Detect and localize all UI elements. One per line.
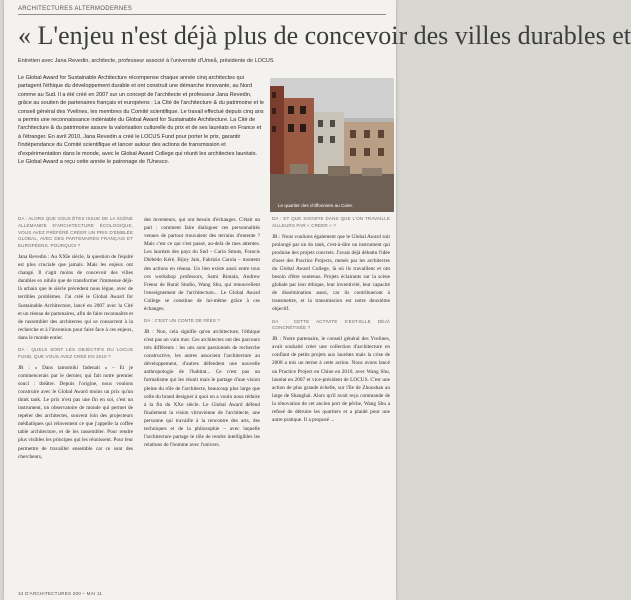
intro-paragraph: Le Global Award for Sustainable Architecture récompense chaque année cinq architectes qui partagent l'éthique du développement durable et ont construit une démarche innovante, au Nord comme au Sud. Il a été créé en 2007 sur un concept de l'architecte et professeur Jana Revedin, grâce au soutien de partenaires français et européens : La Cité de l'architecture & du patrimoine et le conseil général des Yvelines, les membres du Comité scientifique. Le travail effectué depuis cinq ans a permis une reconnaissance indéniable du Global Award for Sustainable Architecture. La Cité de l'architecture & du patrimoine assure la valorisation culturelle du prix et de ses lauréats en France et à l'étranger. En avril 2010, Jana Revedin a créé le LOCUS Fund pour porter le prix, garantir l'indépendance du Comité scientifique et lancer autour des actions de transmission et d'expérimentation dans le monde, avec le Global Award College qui réunit les architectes lauréats. Le Global Award a reçu cette année le patronage de l'Unesco. [18, 75, 264, 166]
buildings-image [270, 78, 394, 212]
section-label: ARCHITECTURES ALTERMODERNES [18, 6, 133, 12]
question-3: DA : C'EST UN CONTE DE FÉES ? [144, 318, 220, 324]
photo-caption: Le quartier des chiffonniers au Caire. [278, 203, 354, 208]
page-footer: 34 D'ARCHITECTURES 200 – MAI 11 [18, 591, 103, 596]
header-rule [18, 14, 386, 15]
answer-5: JR : Notre partenaire, le conseil général des Yvelines, avait souhaité créer une collection d'architecture en confiant de petits projets aux lauréats mais la crise de 2008 a mis un terme à cette action. Nous avons lancé un Practice Project en Chine en 2010, avec Wang Shu, lauréat en 2007 et vice-président de LOCUS. C'est une action de plus grande échelle, sur l'île de Zhoushan au large de Shanghai. Alors qu'il avait reçu commande de la rénovation de cet ancien port de pêche, Wang Shu a refusé de détruire les quartiers et a plaidé pour une autre pratique. Il a proposé ... [272, 336, 390, 424]
answer-3: JR : Non, cela signifie qu'en architecture, l'éthique n'est pas un vain mot. Ces architectes ont des parcours très différents : les uns sont passionnés de recherche constructive, les autres associent l'architecture au développement, d'autres défendent une nouvelle anthropologie de l'habitat... Ce n'est pas un formalisme qui les réunit mais le partage d'une vision pleine du rôle de l'architecte, beaucoup plus large que celle du brand designer à quoi on a voulu nous réduire à la fin du XXe siècle. Le Global Award défend finalement la vision vitruvienne de l'architecte, une personne qui travaille à la rencontre des arts, des techniques et de la philosophie – avec laquelle l'architecture partage le rôle de rendre intelligibles les relations de l'homme avec l'univers. [144, 328, 260, 449]
question-4: DA : ET QUE SIGNIFIE DANS QUE L'ON TRAVAILLE AILLEURS PAR « CREER » ? [272, 216, 390, 228]
article-photo [270, 78, 394, 212]
question-5: DA : CETTE ACTIVITÉ S'EST-ELLE DÉJÀ CONCRÉTISÉE ? [272, 318, 390, 331]
question-2: DA : QUELS SONT LES OBJECTIFS DU LOCUS FUND, QUE VOUS AVEZ CRÉÉ EN 2010 ? [18, 347, 133, 359]
column-3 [272, 216, 390, 429]
answer-2: JR : « Dans tamomiki fadenait » – Et je commencerais par le dernier, qui fait notre premier souci : théâtre. Depuis l'origine, nous voulons construire avec le Global Award moins un prix qu'un think tank. Le prix n'est pas une fin en soi, c'est un instrument, un observatoire de monde qui permet de repérer des architectes, souvent loin des projecteurs médiatiques qui réinventent ce que j'appelle la coffee table architecture, et de les rassembler. Pour rendre plus visibles les principes qui les réunissent. Pour leur permettre de travailler ensemble car ce sont des chercheurs, [18, 364, 133, 460]
column-1 [18, 216, 133, 466]
column-2 [144, 216, 260, 454]
article-headline: « L'enjeu n'est déjà plus de concevoir des villes durables et [18, 21, 631, 50]
intro-block [18, 74, 264, 166]
answer-1: Jana Revedin : Au XXIe siècle, la question de l'équité est plus cruciale que jamais. Mais les enjeux ont changé. Il s'agit moins de concevoir des villes durables ex nihilo que de transformer l'immense déjà-là urbain que le siècle précédent nous lègue, avec de terribles problèmes. J'ai créé le Global Award for Sustainable Architecture, lancé en 2007 avec la Cité et un réseau de partenaires, afin de faire reconnaître et de rassembler des architectes qui se consacrent à la recherche et à l'invention pour faire face à ces enjeux, dans le monde entier. [18, 253, 133, 341]
article-byline: Entretien avec Jana Revedin, architecte, professeur associé à l'université d'Umeå, présidente de LOCUS [18, 58, 274, 64]
magazine-page [4, 0, 631, 600]
answer-4: JR : Nous voulions également que le Global Award soit prolongé par un do tank, c'est-à-dire un instrument qui produise des projets concrets. J'avais déjà débattu l'idée d'oser des Practice Projects, menés par les architectes du Global Award College, là où ils travaillent et ont besoin d'être soutenus. Projets éclairants sur la scène globale par leur éthique, leur inventivité, leur capacité de dissémination aussi, car ils contribueront à transmettre, et la transmission est notre deuxième objectif. [272, 233, 390, 313]
question-1: DA : ALORS QUE VOUS ÊTES ISSUE DE LA SCÈNE ALLEMANDE D'ARCHITECTURE ÉCOLOGIQUE, VOUS AVEZ PRÉFÉRÉ CRÉER UN PRIX D'EMBLÉE GLOBAL, AVEC DES PARTENAIRES FRANÇAIS ET EUROPÉENS. POURQUOI ? [18, 216, 133, 249]
answer-2-continued: des inventeurs, qui ont besoin d'échanges. C'était un pari : comment faire dialoguer ces personnalités venues de partout trouvaient des terrains d'entente ? Mais c'est ce qui s'est passé, au-delà de mes attentes. Les lauréats des pays du Sud – Carin Smuts, Francis Diébédo Kéré, Bijoy Jain, Fabrizio Carola – montent des actions en réseau. Un lien existe aussi entre tous ces workshop professors, Sami Rintala, Andrew Freear de Rural Studio, Wang Shu, qui renouvellent l'enseignement de l'architecture... Le Global Award College se constitue de lui-même grâce à ces échanges. [144, 217, 260, 313]
